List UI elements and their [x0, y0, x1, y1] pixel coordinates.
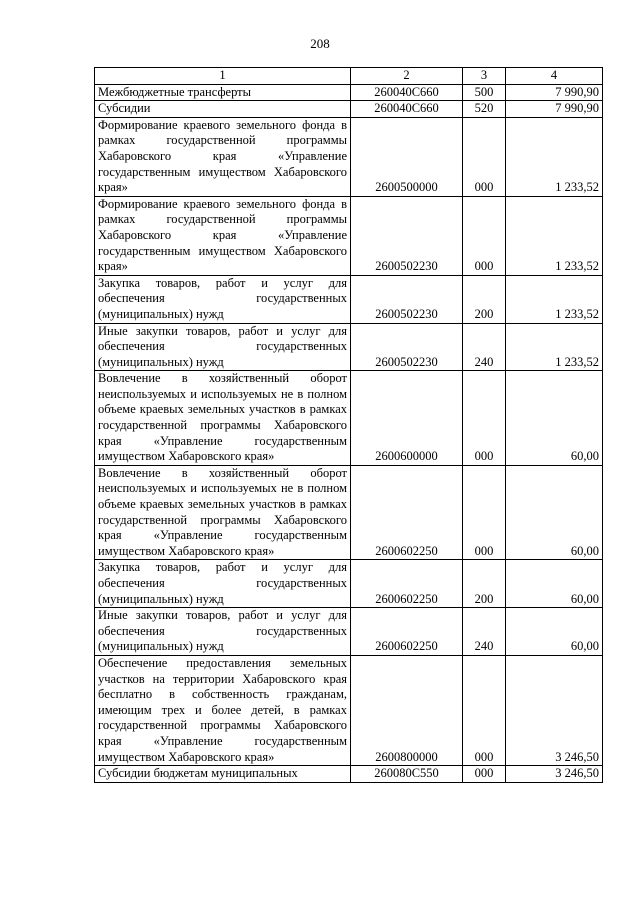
- table-row: [95, 323, 603, 371]
- row-sum: 7 990,90: [506, 101, 603, 118]
- row-sum: 60,00: [506, 465, 603, 560]
- row-code: 2600602250: [351, 560, 463, 608]
- row-sum: 1 233,52: [506, 117, 603, 196]
- row-sum: 3 246,50: [506, 655, 603, 765]
- header-col-1: 1: [95, 68, 351, 85]
- table-row: [95, 560, 603, 608]
- row-sum: 60,00: [506, 371, 603, 466]
- row-code: 2600800000: [351, 655, 463, 765]
- row-sum: 60,00: [506, 608, 603, 656]
- row-name: Закупка товаров, работ и услуг для обеспечения государственных (муниципальных) нужд: [95, 560, 351, 608]
- row-name: Вовлечение в хозяйственный оборот неиспользуемых и используемых не в полном объеме краевых земельных участков в рамках государственной программы Хабаровского края «Управление государственным имуществом Хабаровского края»: [95, 465, 351, 560]
- row-expense-type: 000: [463, 196, 506, 275]
- table-row: [95, 465, 603, 560]
- row-code: 2600602250: [351, 465, 463, 560]
- row-expense-type: 500: [463, 84, 506, 101]
- header-col-3: 3: [463, 68, 506, 85]
- row-expense-type: 000: [463, 766, 506, 783]
- budget-table: [94, 67, 603, 783]
- table-row: [95, 84, 603, 101]
- row-name: Субсидии: [95, 101, 351, 118]
- table-row: [95, 608, 603, 656]
- table-row: [95, 275, 603, 323]
- row-name: Формирование краевого земельного фонда в рамках государственной программы Хабаровского края «Управление государственным имуществом Хабаровского края»: [95, 196, 351, 275]
- row-code: 2600500000: [351, 117, 463, 196]
- row-name: Формирование краевого земельного фонда в рамках государственной программы Хабаровского края «Управление государственным имуществом Хабаровского края»: [95, 117, 351, 196]
- page-number: 208: [310, 36, 330, 51]
- row-name: Межбюджетные трансферты: [95, 84, 351, 101]
- header-col-2: 2: [351, 68, 463, 85]
- row-expense-type: 000: [463, 117, 506, 196]
- table-row: [95, 196, 603, 275]
- table-row: [95, 117, 603, 196]
- row-code: 2600502230: [351, 196, 463, 275]
- row-sum: 1 233,52: [506, 196, 603, 275]
- row-code: 260040С660: [351, 84, 463, 101]
- row-code: 260040С660: [351, 101, 463, 118]
- row-name: Субсидии бюджетам муниципальных: [95, 766, 351, 783]
- row-expense-type: 240: [463, 323, 506, 371]
- row-expense-type: 200: [463, 560, 506, 608]
- row-code: 2600602250: [351, 608, 463, 656]
- row-expense-type: 240: [463, 608, 506, 656]
- row-code: 2600600000: [351, 371, 463, 466]
- row-expense-type: 000: [463, 371, 506, 466]
- table-header-row: [95, 68, 603, 85]
- table-row: [95, 371, 603, 466]
- table-row: [95, 655, 603, 765]
- table-row: [95, 766, 603, 783]
- header-col-4: 4: [506, 68, 603, 85]
- row-name: Обеспечение предоставления земельных участков на территории Хабаровского края бесплатно в собственность гражданам, имеющим трех и более детей, в рамках государственной программы Хабаровского края «Управление государственным имуществом Хабаровского края»: [95, 655, 351, 765]
- row-code: 2600502230: [351, 323, 463, 371]
- row-sum: 60,00: [506, 560, 603, 608]
- row-sum: 1 233,52: [506, 323, 603, 371]
- row-code: 260080С550: [351, 766, 463, 783]
- row-expense-type: 000: [463, 655, 506, 765]
- row-name: Иные закупки товаров, работ и услуг для обеспечения государственных (муниципальных) нужд: [95, 608, 351, 656]
- row-sum: 3 246,50: [506, 766, 603, 783]
- row-name: Закупка товаров, работ и услуг для обеспечения государственных (муниципальных) нужд: [95, 275, 351, 323]
- row-code: 2600502230: [351, 275, 463, 323]
- row-sum: 7 990,90: [506, 84, 603, 101]
- row-sum: 1 233,52: [506, 275, 603, 323]
- table-row: [95, 101, 603, 118]
- row-expense-type: 520: [463, 101, 506, 118]
- row-name: Вовлечение в хозяйственный оборот неиспользуемых и используемых не в полном объеме краевых земельных участков в рамках государственной программы Хабаровского края «Управление государственным имуществом Хабаровского края»: [95, 371, 351, 466]
- row-expense-type: 000: [463, 465, 506, 560]
- row-expense-type: 200: [463, 275, 506, 323]
- row-name: Иные закупки товаров, работ и услуг для обеспечения государственных (муниципальных) нужд: [95, 323, 351, 371]
